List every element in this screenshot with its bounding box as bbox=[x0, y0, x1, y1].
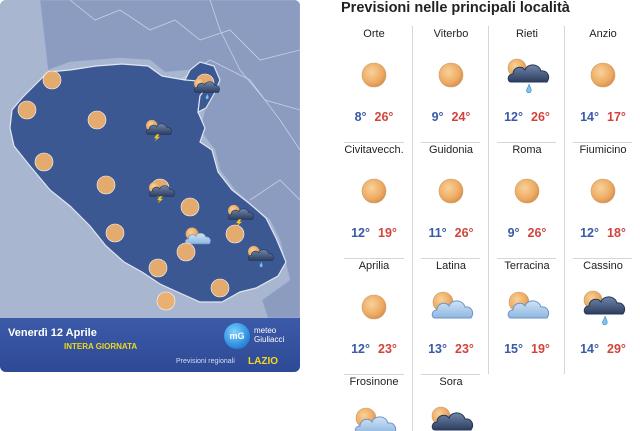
temp-max: 19° bbox=[378, 226, 397, 240]
sun-icon bbox=[350, 172, 398, 210]
partly-cloudy-icon bbox=[427, 288, 475, 326]
temp-min: 14° bbox=[580, 342, 599, 356]
temp-min: 11° bbox=[428, 226, 447, 240]
city-name: Viterbo bbox=[433, 28, 469, 40]
temp-max: 26° bbox=[531, 110, 550, 124]
temp-max: 18° bbox=[607, 226, 626, 240]
city-forecast-frosinone bbox=[336, 374, 412, 431]
sun-icon bbox=[350, 56, 398, 94]
map-marker-sun-icon bbox=[226, 225, 244, 243]
map-caption-bar bbox=[0, 318, 300, 372]
city-forecast-aprilia bbox=[336, 258, 412, 374]
temperature-range bbox=[565, 342, 640, 356]
temp-min: 12° bbox=[504, 110, 523, 124]
map-marker-sun-icon bbox=[211, 279, 229, 297]
city-forecast-sora bbox=[412, 374, 488, 431]
temp-min: 14° bbox=[580, 110, 599, 124]
map-marker-sun-icon bbox=[177, 243, 195, 261]
sun-icon bbox=[503, 172, 551, 210]
temp-max: 26° bbox=[527, 226, 547, 240]
temp-max: 29° bbox=[607, 342, 626, 356]
map-marker-sun-icon bbox=[181, 198, 199, 216]
lazio-map bbox=[0, 0, 300, 318]
sun-icon bbox=[350, 288, 398, 326]
regional-weather-map bbox=[0, 0, 300, 372]
temp-max: 23° bbox=[455, 342, 474, 356]
sun-icon bbox=[579, 172, 627, 210]
city-name: Frosinone bbox=[349, 376, 399, 388]
partly-cloudy-icon bbox=[350, 404, 398, 431]
temp-max: 26° bbox=[454, 226, 474, 240]
temperature-range bbox=[489, 110, 565, 124]
map-marker-sun-icon bbox=[149, 259, 167, 277]
city-name: Guidonia bbox=[428, 144, 474, 156]
map-marker-sun-icon bbox=[35, 153, 53, 171]
map-marker-sun-icon bbox=[157, 292, 175, 310]
city-forecast-fiumicino bbox=[564, 142, 640, 258]
cloud-rain-icon bbox=[579, 288, 627, 326]
city-forecast-guidonia bbox=[412, 142, 488, 258]
temp-min: 12° bbox=[580, 226, 599, 240]
sun-icon bbox=[427, 56, 475, 94]
temperature-range bbox=[565, 226, 640, 240]
temp-max: 17° bbox=[607, 110, 626, 124]
city-forecast-anzio bbox=[564, 26, 640, 142]
city-forecast-orte bbox=[336, 26, 412, 142]
forecast-date: Venerdì 12 Aprile bbox=[8, 327, 97, 339]
city-name: Roma bbox=[512, 144, 542, 156]
brand-name bbox=[254, 326, 284, 344]
brand-line-1: meteo bbox=[254, 326, 277, 335]
city-name: Aprilia bbox=[358, 260, 390, 272]
city-name: Orte bbox=[363, 28, 385, 40]
temp-min: 9° bbox=[431, 110, 444, 124]
temp-min: 13° bbox=[428, 342, 447, 356]
temperature-range bbox=[413, 226, 489, 240]
sun-icon bbox=[579, 56, 627, 94]
cloud-rain-icon bbox=[503, 56, 551, 94]
map-marker-sun-icon bbox=[97, 176, 115, 194]
temperature-range bbox=[336, 110, 412, 124]
city-name: Anzio bbox=[589, 28, 617, 40]
map-marker-sun-icon bbox=[18, 101, 36, 119]
city-forecast-viterbo bbox=[412, 26, 488, 142]
temperature-range bbox=[413, 110, 489, 124]
temperature-range bbox=[565, 110, 640, 124]
cloud-rain-icon bbox=[427, 404, 475, 431]
temp-max: 26° bbox=[374, 110, 394, 124]
temperature-range bbox=[413, 342, 489, 356]
city-forecast-latina bbox=[412, 258, 488, 374]
city-forecast-cassino bbox=[564, 258, 640, 374]
meteo-giuliacci-logo: mG bbox=[224, 323, 250, 349]
temperature-range bbox=[336, 226, 412, 240]
city-forecast-civitavecch bbox=[336, 142, 412, 258]
temperature-range bbox=[489, 342, 565, 356]
city-name: Terracina bbox=[504, 260, 550, 272]
map-marker-sun-icon bbox=[88, 111, 106, 129]
temperature-range bbox=[489, 226, 565, 240]
brand-line-2: Giuliacci bbox=[254, 335, 285, 344]
temp-max: 23° bbox=[378, 342, 397, 356]
region-name: LAZIO bbox=[248, 356, 278, 367]
map-marker-sun-icon bbox=[43, 71, 61, 89]
map-marker-sun-icon bbox=[106, 224, 124, 242]
regional-forecast-label: Previsioni regionali bbox=[176, 358, 235, 365]
forecast-period: INTERA GIORNATA bbox=[64, 342, 138, 351]
temp-min: 12° bbox=[351, 342, 370, 356]
city-name: Civitavecch. bbox=[344, 144, 404, 156]
temperature-range bbox=[336, 342, 412, 356]
temp-max: 24° bbox=[451, 110, 471, 124]
city-name: Cassino bbox=[583, 260, 623, 272]
forecast-title: Previsioni nelle principali località bbox=[341, 0, 570, 16]
city-name: Fiumicino bbox=[579, 144, 627, 156]
sun-icon bbox=[427, 172, 475, 210]
city-name: Rieti bbox=[515, 28, 538, 40]
temp-max: 19° bbox=[531, 342, 550, 356]
temp-min: 15° bbox=[504, 342, 523, 356]
city-forecast-rieti bbox=[488, 26, 564, 142]
city-name: Sora bbox=[439, 376, 463, 388]
city-forecast-terracina bbox=[488, 258, 564, 374]
temp-min: 12° bbox=[351, 226, 370, 240]
temp-min: 9° bbox=[507, 226, 520, 240]
city-name: Latina bbox=[436, 260, 466, 272]
city-forecast-roma bbox=[488, 142, 564, 258]
partly-cloudy-icon bbox=[503, 288, 551, 326]
temp-min: 8° bbox=[354, 110, 367, 124]
